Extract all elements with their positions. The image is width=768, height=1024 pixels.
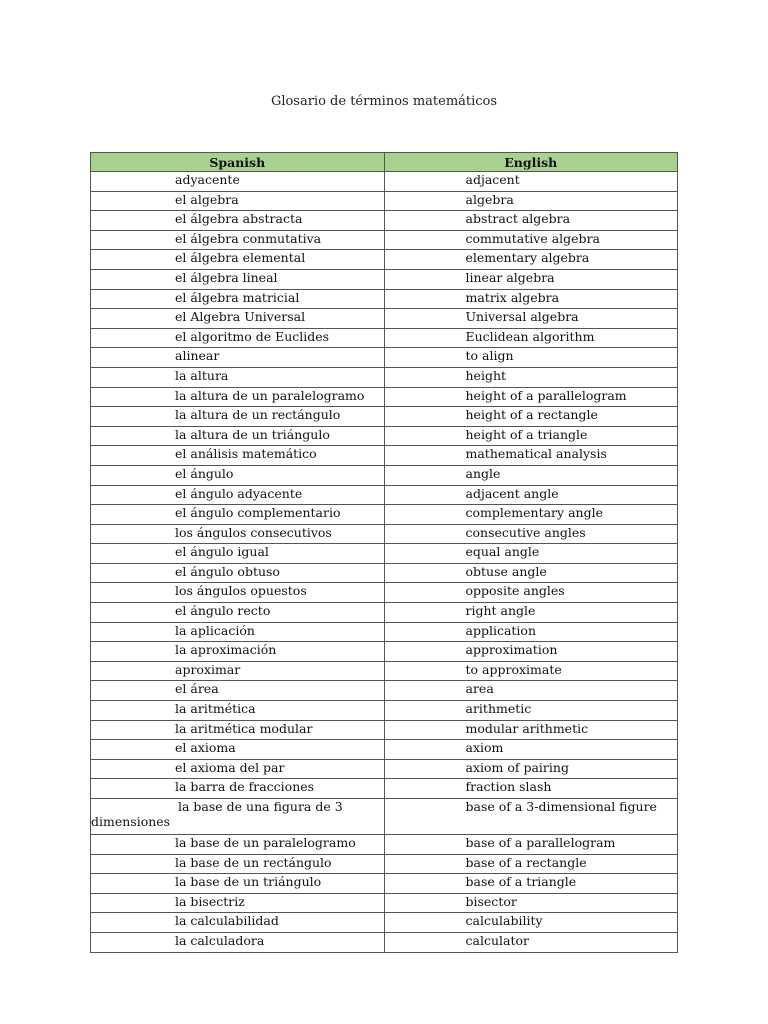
spanish-term: el axioma	[91, 740, 385, 760]
english-term: to align	[384, 348, 678, 368]
english-term: obtuse angle	[384, 563, 678, 583]
spanish-term: la base de un triángulo	[91, 874, 385, 894]
english-term: calculability	[384, 913, 678, 933]
english-term: opposite angles	[384, 583, 678, 603]
table-row	[91, 250, 678, 270]
spanish-term: el Algebra Universal	[91, 309, 385, 329]
table-row	[91, 642, 678, 662]
english-term: base of a parallelogram	[384, 835, 678, 855]
table-row	[91, 932, 678, 952]
table-row	[91, 367, 678, 387]
table-row	[91, 485, 678, 505]
english-term: base of a rectangle	[384, 854, 678, 874]
spanish-term: la barra de fracciones	[91, 779, 385, 799]
table-row	[91, 426, 678, 446]
table-row	[91, 269, 678, 289]
table-row	[91, 854, 678, 874]
table-row	[91, 563, 678, 583]
english-term: height of a parallelogram	[384, 387, 678, 407]
english-term: bisector	[384, 893, 678, 913]
table-row	[91, 603, 678, 623]
spanish-term: el ángulo complementario	[91, 505, 385, 525]
spanish-term: los ángulos opuestos	[91, 583, 385, 603]
spanish-term: la aritmética modular	[91, 720, 385, 740]
table-row	[91, 835, 678, 855]
table-row	[91, 661, 678, 681]
english-term: algebra	[384, 191, 678, 211]
table-row	[91, 759, 678, 779]
english-term: base of a 3-dimensional figure	[384, 799, 678, 835]
english-term: approximation	[384, 642, 678, 662]
spanish-term: la aproximación	[91, 642, 385, 662]
spanish-term: aproximar	[91, 661, 385, 681]
table-row	[91, 720, 678, 740]
spanish-term: la base de un paralelogramo	[91, 835, 385, 855]
spanish-term: el área	[91, 681, 385, 701]
table-row	[91, 583, 678, 603]
table-row	[91, 779, 678, 799]
spanish-term: el ángulo obtuso	[91, 563, 385, 583]
spanish-term: el ángulo adyacente	[91, 485, 385, 505]
spanish-term: la calculadora	[91, 932, 385, 952]
english-term: consecutive angles	[384, 524, 678, 544]
english-term: to approximate	[384, 661, 678, 681]
table-row	[91, 348, 678, 368]
english-term: modular arithmetic	[384, 720, 678, 740]
table-row	[91, 465, 678, 485]
table-row	[91, 309, 678, 329]
table-row	[91, 524, 678, 544]
table-row	[91, 913, 678, 933]
table-row	[91, 505, 678, 525]
english-term: right angle	[384, 603, 678, 623]
spanish-term: la base de un rectángulo	[91, 854, 385, 874]
spanish-term: el algebra	[91, 191, 385, 211]
english-term: complementary angle	[384, 505, 678, 525]
table-row	[91, 544, 678, 564]
english-term: arithmetic	[384, 701, 678, 721]
spanish-term: el análisis matemático	[91, 446, 385, 466]
spanish-term: la altura de un paralelogramo	[91, 387, 385, 407]
table-row	[91, 211, 678, 231]
spanish-term: la altura	[91, 367, 385, 387]
english-term: mathematical analysis	[384, 446, 678, 466]
spanish-term: la bisectriz	[91, 893, 385, 913]
spanish-term: el axioma del par	[91, 759, 385, 779]
english-term: area	[384, 681, 678, 701]
table-row	[91, 446, 678, 466]
glossary-table	[90, 152, 678, 953]
spanish-term: la altura de un triángulo	[91, 426, 385, 446]
table-row	[91, 191, 678, 211]
english-term: application	[384, 622, 678, 642]
english-term: Universal algebra	[384, 309, 678, 329]
header-spanish: Spanish	[91, 153, 385, 172]
english-term: calculator	[384, 932, 678, 952]
english-term: axiom	[384, 740, 678, 760]
english-term: angle	[384, 465, 678, 485]
table-row	[91, 289, 678, 309]
table-row	[91, 874, 678, 894]
table-row	[91, 172, 678, 192]
spanish-term: el ángulo recto	[91, 603, 385, 623]
spanish-term: el ángulo igual	[91, 544, 385, 564]
english-term: height of a triangle	[384, 426, 678, 446]
spanish-term: adyacente	[91, 172, 385, 192]
spanish-term: el ángulo	[91, 465, 385, 485]
table-row	[91, 407, 678, 427]
english-term: commutative algebra	[384, 230, 678, 250]
english-term: matrix algebra	[384, 289, 678, 309]
spanish-term: alinear	[91, 348, 385, 368]
english-term: height	[384, 367, 678, 387]
table-row	[91, 799, 678, 835]
english-term: axiom of pairing	[384, 759, 678, 779]
table-row	[91, 740, 678, 760]
spanish-term: la aritmética	[91, 701, 385, 721]
english-term: abstract algebra	[384, 211, 678, 231]
spanish-term: los ángulos consecutivos	[91, 524, 385, 544]
spanish-term: el álgebra conmutativa	[91, 230, 385, 250]
header-english: English	[384, 153, 678, 172]
english-term: adjacent	[384, 172, 678, 192]
english-term: linear algebra	[384, 269, 678, 289]
spanish-term: el álgebra elemental	[91, 250, 385, 270]
table-row	[91, 681, 678, 701]
spanish-term: el álgebra matricial	[91, 289, 385, 309]
english-term: elementary algebra	[384, 250, 678, 270]
english-term: base of a triangle	[384, 874, 678, 894]
spanish-term: la aplicación	[91, 622, 385, 642]
table-header-row	[91, 153, 678, 172]
table-row	[91, 622, 678, 642]
spanish-term: el álgebra abstracta	[91, 211, 385, 231]
table-row	[91, 893, 678, 913]
english-term: adjacent angle	[384, 485, 678, 505]
spanish-term: la altura de un rectángulo	[91, 407, 385, 427]
spanish-term: el algoritmo de Euclides	[91, 328, 385, 348]
spanish-term: la base de una figura de 3 dimensiones	[91, 799, 385, 835]
spanish-term: la calculabilidad	[91, 913, 385, 933]
table-row	[91, 230, 678, 250]
table-row	[91, 701, 678, 721]
spanish-term: el álgebra lineal	[91, 269, 385, 289]
english-term: Euclidean algorithm	[384, 328, 678, 348]
table-row	[91, 328, 678, 348]
document-title: Glosario de términos matemáticos	[270, 94, 498, 109]
english-term: equal angle	[384, 544, 678, 564]
english-term: height of a rectangle	[384, 407, 678, 427]
english-term: fraction slash	[384, 779, 678, 799]
table-row	[91, 387, 678, 407]
